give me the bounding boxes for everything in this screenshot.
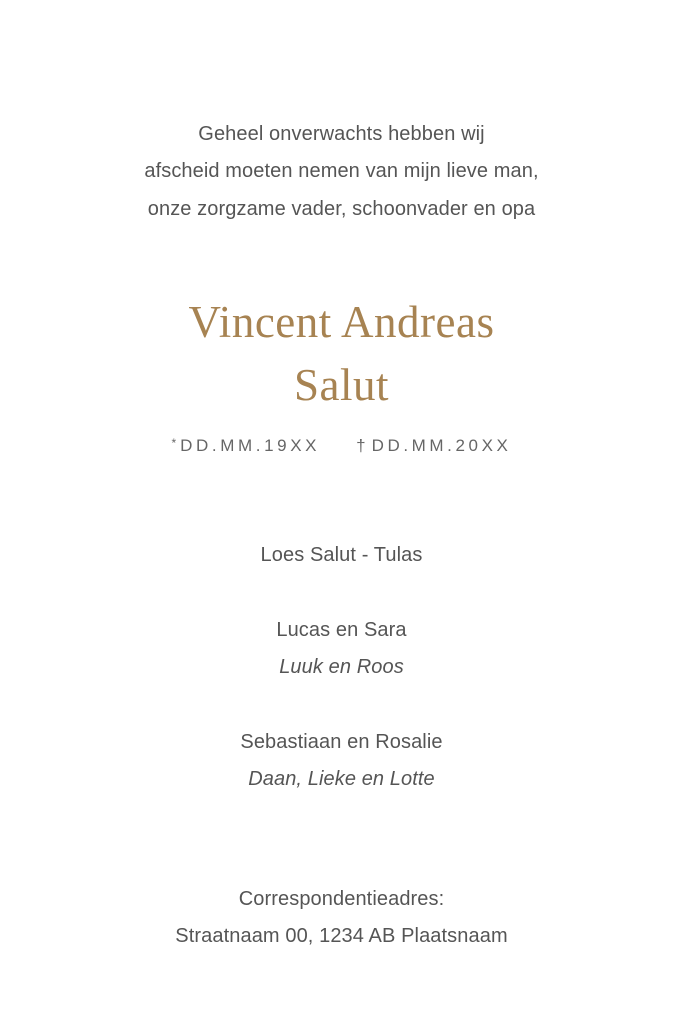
death-date: DD.MM.20XX <box>371 436 512 455</box>
family-grandchildren-1: Luuk en Roos <box>279 656 404 678</box>
birth-date: DD.MM.19XX <box>180 436 321 455</box>
death-cross-icon: † <box>356 436 366 455</box>
family-child-2: Sebastiaan en Rosalie <box>240 731 443 753</box>
deceased-name-first: Vincent Andreas <box>188 297 495 347</box>
correspondence-label: Correspondentieadres: <box>238 888 445 910</box>
family-child-1: Lucas en Sara <box>276 619 407 641</box>
family-spouse: Loes Salut - Tulas <box>260 544 423 566</box>
family-grandchildren-2: Daan, Lieke en Lotte <box>248 768 435 790</box>
deceased-name-last: Salut <box>293 360 389 410</box>
birth-star-icon: * <box>171 436 177 450</box>
intro-line-3: onze zorgzame vader, schoonvader en opa <box>147 198 536 220</box>
life-dates <box>0 436 683 456</box>
correspondence-address: Straatnaam 00, 1234 AB Plaatsnaam <box>175 925 508 947</box>
intro-line-1: Geheel onverwachts hebben wij <box>198 123 485 145</box>
intro-line-2: afscheid moeten nemen van mijn lieve man, <box>144 160 539 182</box>
